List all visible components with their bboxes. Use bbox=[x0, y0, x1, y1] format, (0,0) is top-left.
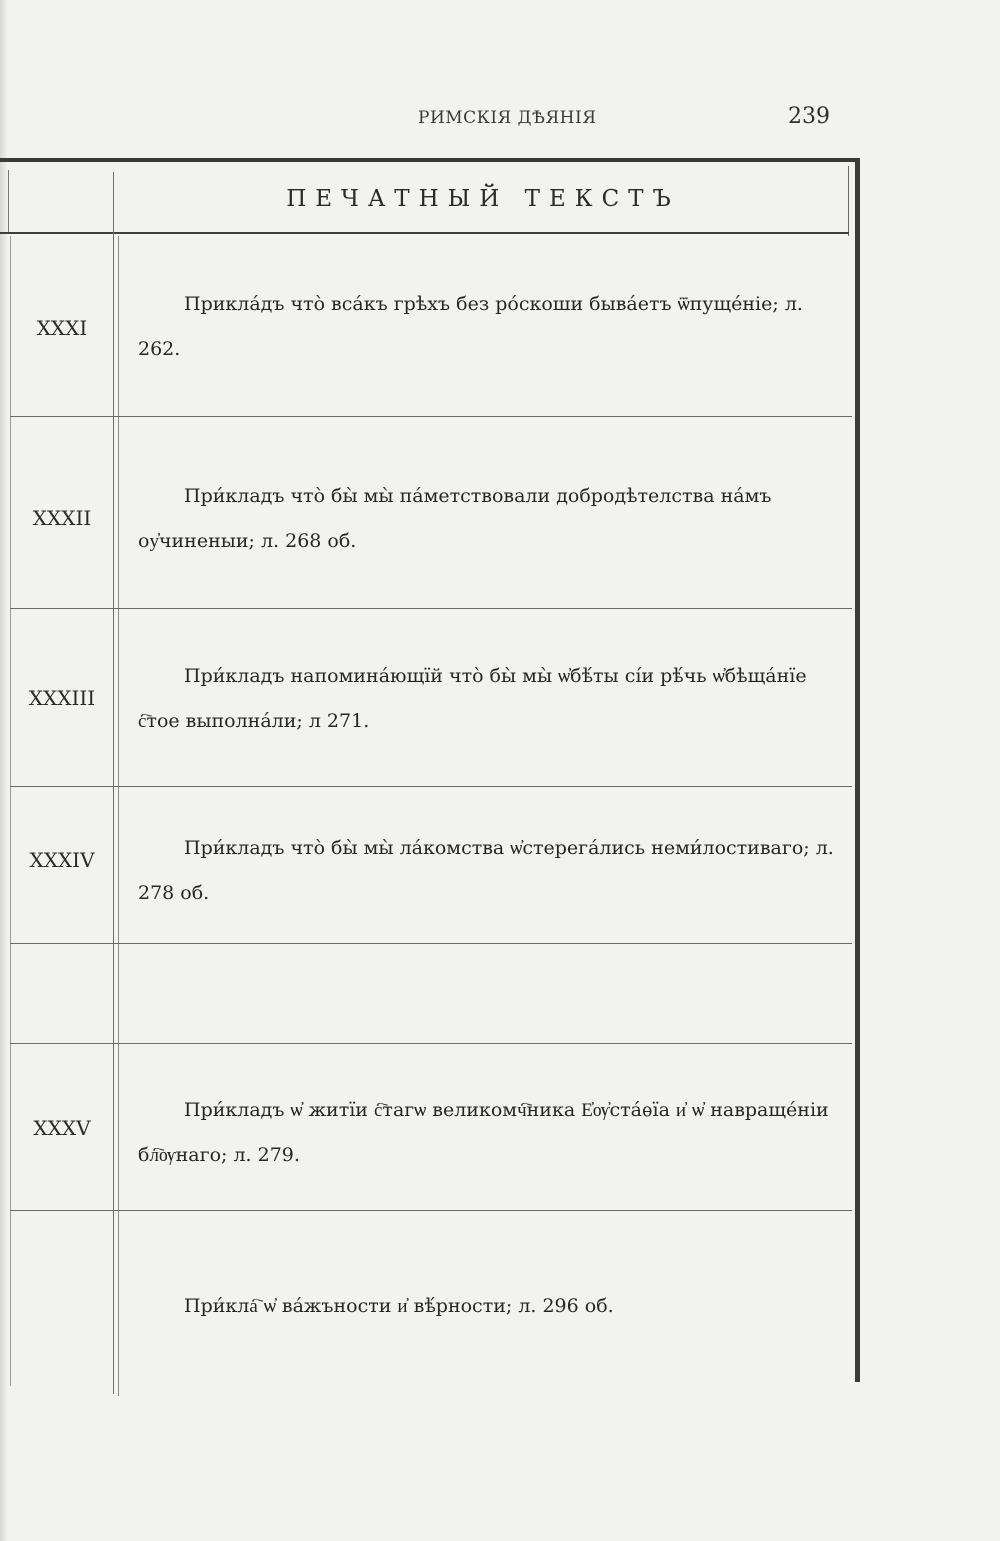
row-text: При́кладъ ѡ҆ житїи с҇тагѡ великомч҇ника Е҆ѹ҆ста́ѳїа и҆ ѡ҆ навраще́ніи бл҇ѹнаго; л. 279. bbox=[138, 1099, 829, 1166]
row-text: При́кла҇ ѡ҆ ва́жъности и҆ вѣ́рности; л. 296 об. bbox=[184, 1295, 614, 1317]
frame-right-rule bbox=[855, 160, 860, 1382]
header-rule bbox=[0, 232, 849, 234]
row-number: XXXIV bbox=[29, 848, 95, 872]
page-number: 239 bbox=[788, 104, 830, 129]
row-text: При́кладъ напомина́ющїй что̀ бы̀ мы̀ ѡ҆бѣ́ты сі́и рѣ́чь ѡ҆бѣща́нїе с҇тое выполна́ли; л 271. bbox=[138, 665, 807, 732]
row-text: При́кладъ что̀ бы̀ мы̀ ла́комства ѡ҆стерега́лись неми́лостиваго; л. 278 об. bbox=[138, 837, 834, 904]
header-left-rule bbox=[8, 170, 9, 234]
left-column-rule bbox=[10, 236, 11, 1386]
row-divider bbox=[10, 1043, 852, 1044]
row-divider bbox=[10, 416, 852, 417]
frame-inner-rule bbox=[848, 166, 849, 236]
running-title: РИМСКІЯ ДѢЯНІЯ bbox=[418, 108, 597, 128]
row-divider bbox=[10, 608, 852, 609]
row-divider bbox=[10, 786, 852, 787]
running-head bbox=[0, 104, 1000, 134]
frame-top-rule bbox=[0, 158, 860, 162]
row-number: XXXIII bbox=[28, 686, 96, 710]
row-divider bbox=[10, 1210, 852, 1211]
row-number: XXXI bbox=[36, 316, 88, 340]
row-number: XXXII bbox=[32, 506, 92, 530]
column-separator-inner bbox=[118, 236, 119, 1396]
row-number: XXXV bbox=[33, 1116, 91, 1140]
column-title: ПЕЧАТНЫЙ ТЕКСТЪ bbox=[286, 186, 680, 212]
row-text: Прикла́дъ что̀ вса́къ грѣхъ без ро́скоши быва́етъ ѿпуще́ніе; л. 262. bbox=[138, 293, 803, 360]
row-text: При́кладъ что̀ бы̀ мы̀ па́метствовали добродѣтелства на́мъ оу҆чиненыи; л. 268 об. bbox=[138, 485, 772, 552]
row-divider bbox=[10, 943, 852, 944]
